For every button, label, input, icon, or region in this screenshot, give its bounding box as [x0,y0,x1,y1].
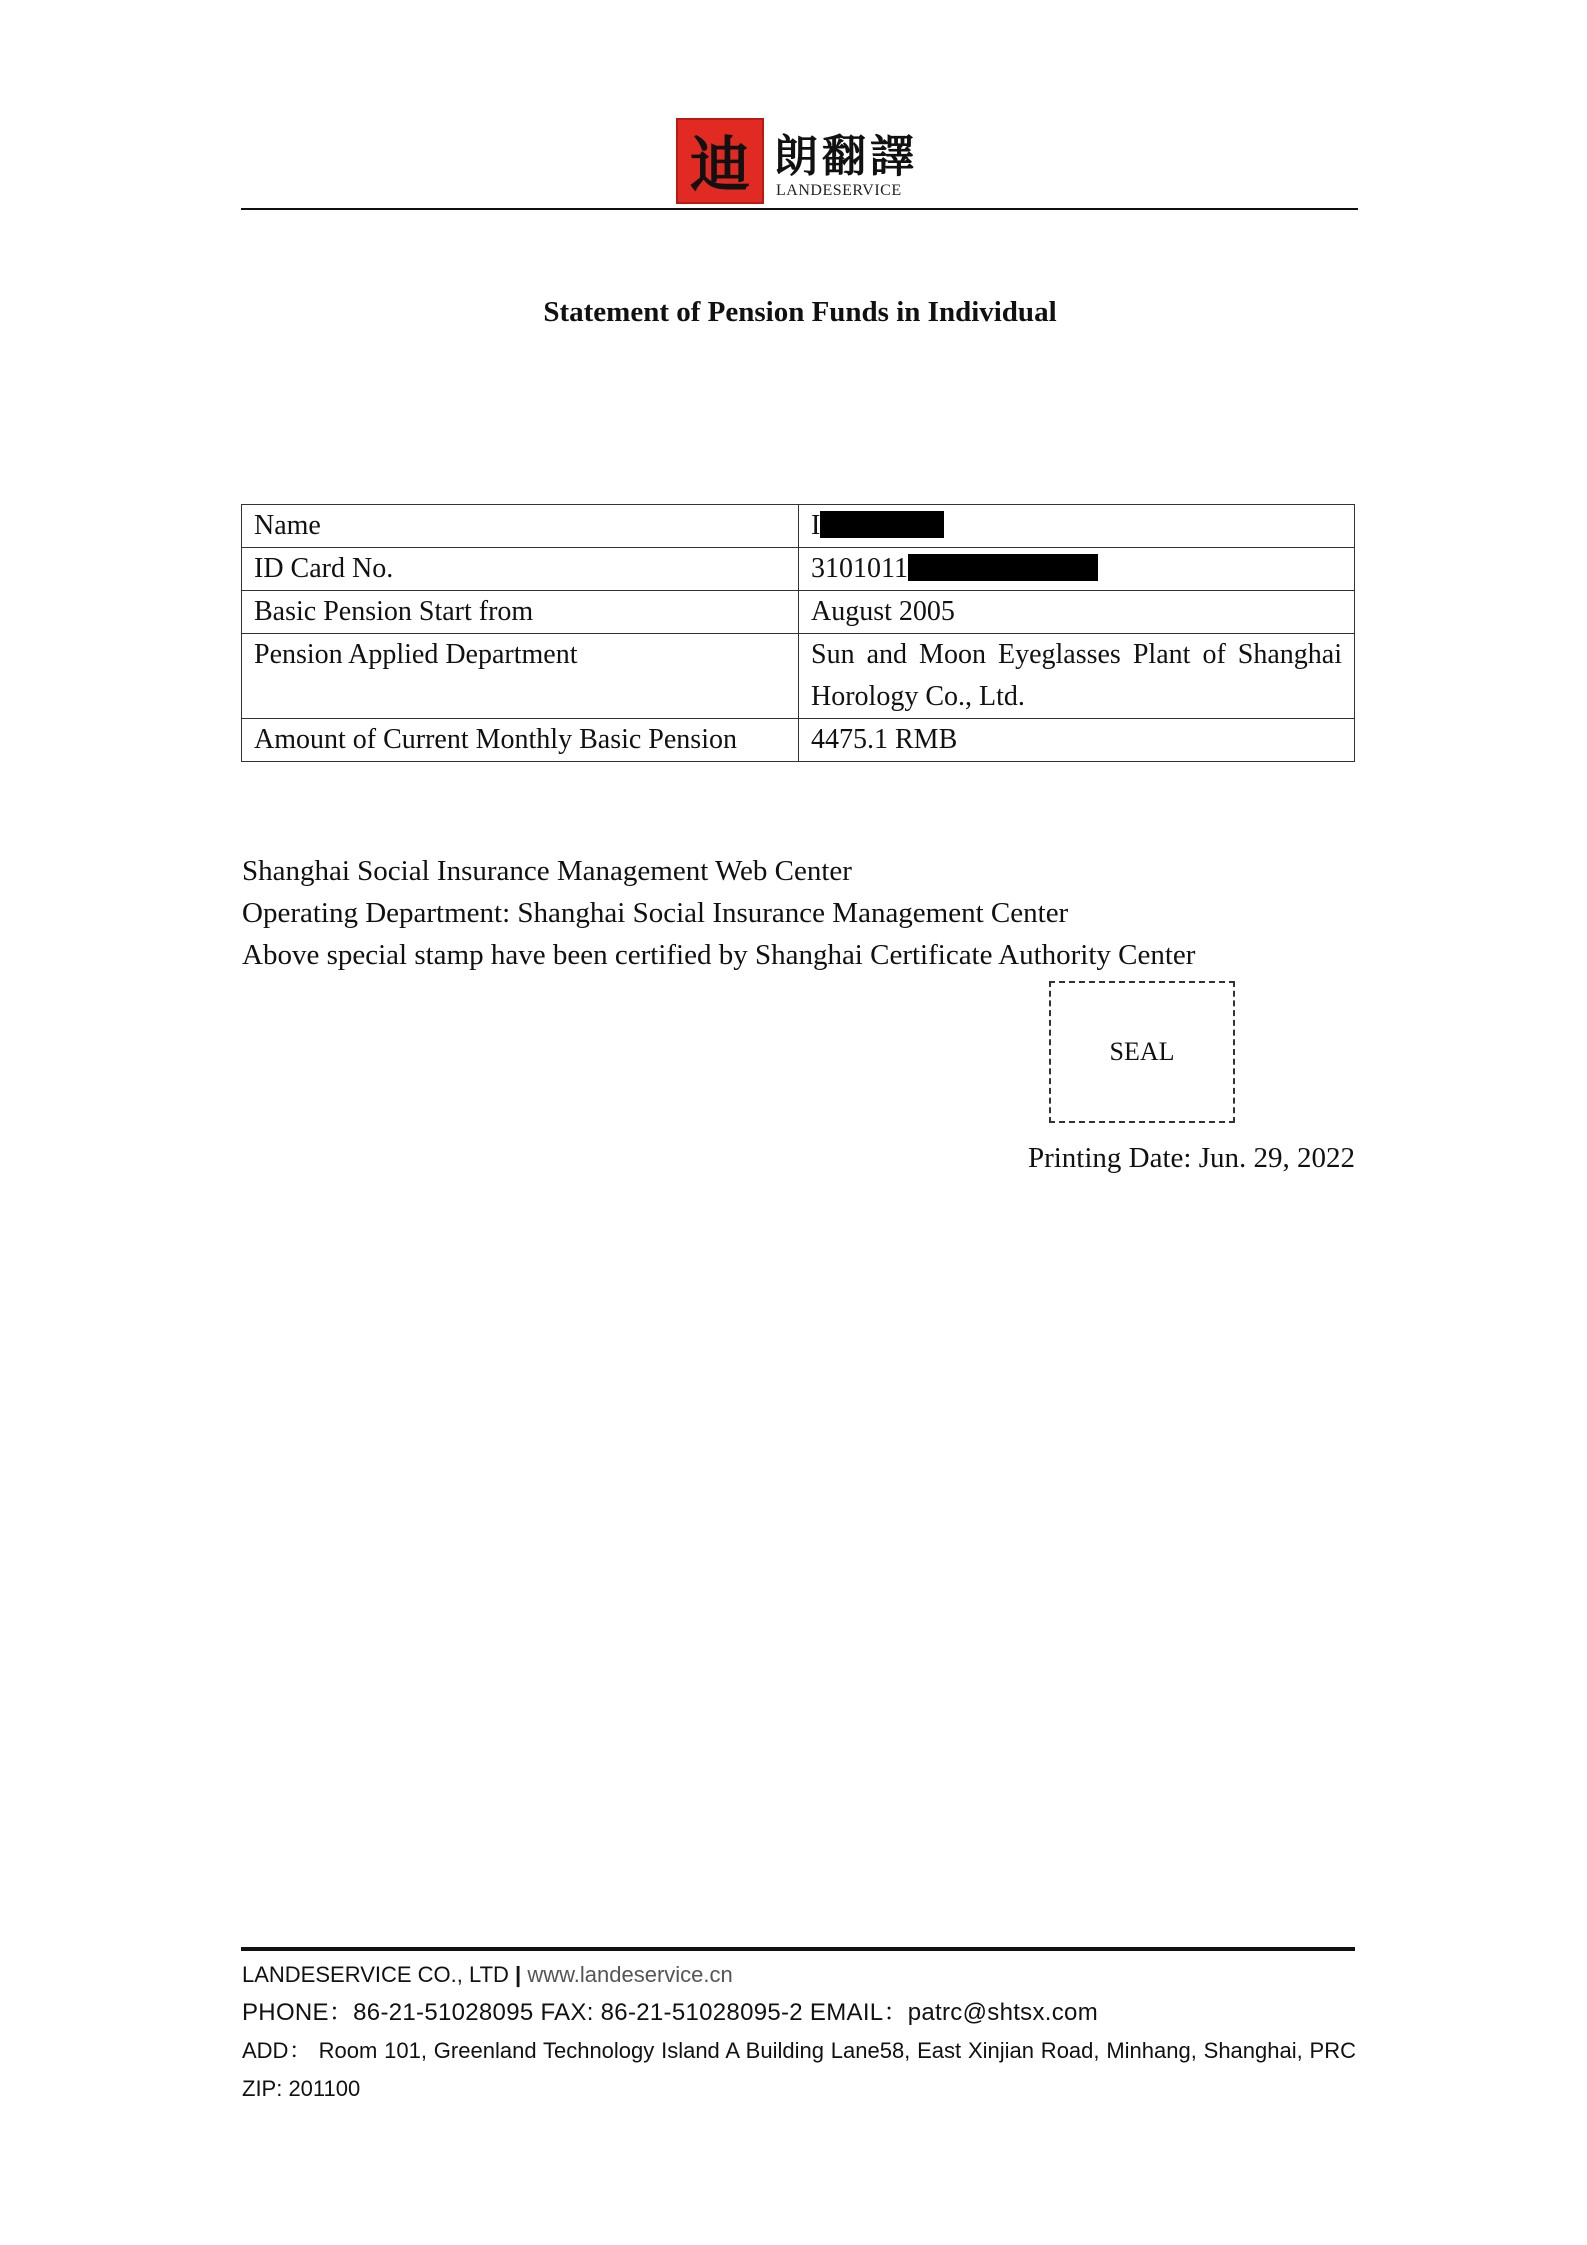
table-value-amount: 4475.1 RMB [799,719,1355,762]
logo-mark-char: 迪 [690,131,750,201]
table-label-id-card: ID Card No. [242,548,799,591]
footer [242,1956,1356,2108]
table-row [242,591,1355,634]
table-label-department: Pension Applied Department [242,634,799,719]
issuer-notes [242,850,1195,976]
footer-address: ADD： Room 101, Greenland Technology Island A Building Lane58, East Xinjian Road, Minhang, Shanghai, PRC ZIP: 201100 [242,2038,1356,2101]
footer-separator: | [515,1962,522,1987]
table-value-department: Sun and Moon Eyeglasses Plant of Shanghai Horology Co., Ltd. [799,634,1355,719]
table-value-name [799,505,1355,548]
table-value-start: August 2005 [799,591,1355,634]
note-operating-department: Operating Department: Shanghai Social Insurance Management Center [242,897,1069,929]
table-row [242,505,1355,548]
table-row [242,634,1355,719]
footer-company: LANDESERVICE CO., LTD [242,1962,509,1987]
name-redaction [820,511,944,538]
name-visible-part: I [811,510,821,541]
table-value-id-card [799,548,1355,591]
table-label-amount: Amount of Current Monthly Basic Pension [242,719,799,762]
table-label-name: Name [242,505,799,548]
table-row [242,548,1355,591]
logo-chinese-name: 朗翻譯 [774,131,918,182]
footer-company-line [242,1956,1356,1994]
id-redaction [908,554,1098,581]
seal-placeholder [1049,981,1235,1123]
company-logo [676,114,926,206]
table-row [242,719,1355,762]
document-title: Statement of Pension Funds in Individual [543,296,1057,328]
id-visible-part: 3101011 [811,553,908,584]
pension-info-table [241,504,1355,762]
seal-label: SEAL [1109,1037,1175,1066]
printing-date: Printing Date: Jun. 29, 2022 [1027,1142,1355,1174]
footer-website-link[interactable]: www.landeservice.cn [527,1962,733,1987]
logo-english-name: LANDESERVICE [776,182,902,199]
footer-divider [241,1947,1355,1951]
footer-contact: PHONE：86-21-51028095 FAX: 86-21-51028095-2 EMAIL：patrc@shtsx.com [242,1999,1098,2026]
note-web-center: Shanghai Social Insurance Management Web Center [242,855,852,887]
header-divider [241,208,1358,210]
table-label-start: Basic Pension Start from [242,591,799,634]
logo-mark [676,118,764,204]
note-certification: Above special stamp have been certified by Shanghai Certificate Authority Center [242,939,1196,971]
